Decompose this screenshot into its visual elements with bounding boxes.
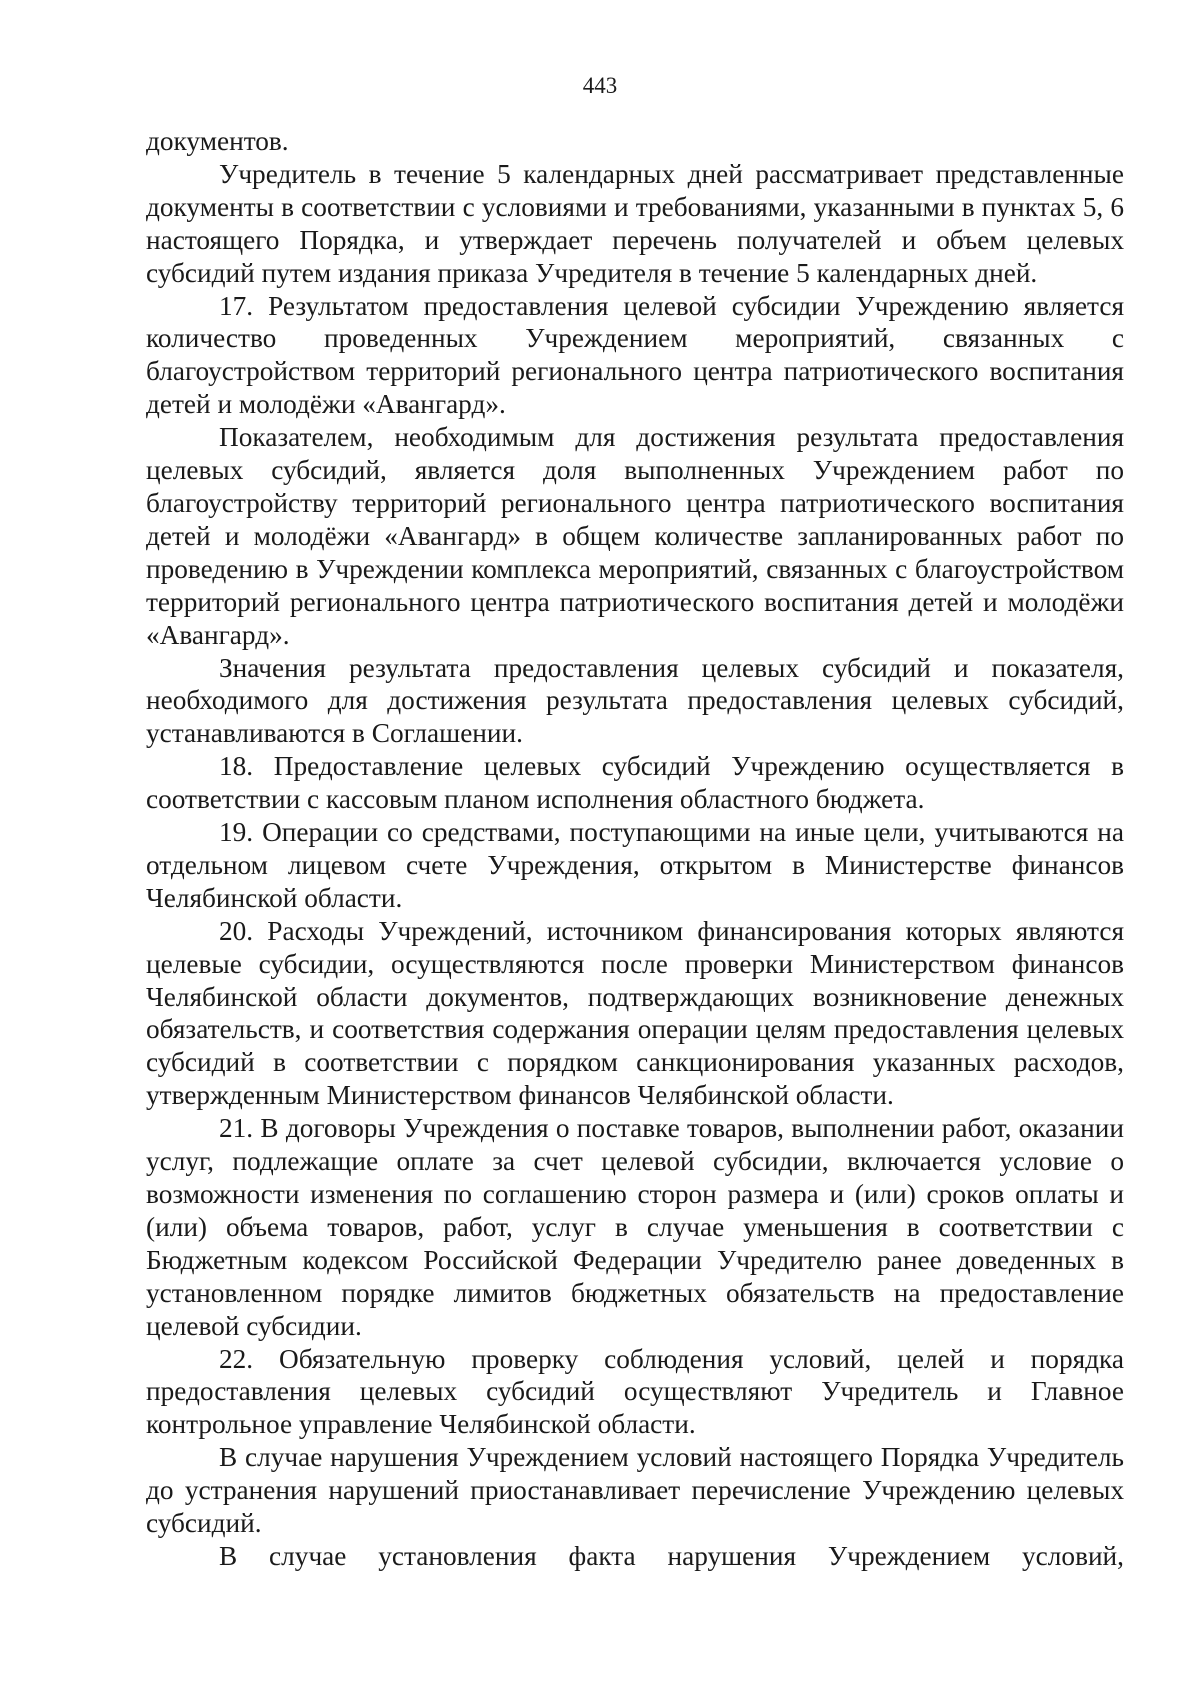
paragraph-22: 22. Обязательную проверку соблюдения условий, целей и порядка предоставления целевых субсидий осуществляют Учредитель и Главное контрольное управление Челябинской области. xyxy=(146,1343,1124,1440)
paragraph-19: 19. Операции со средствами, поступающими на иные цели, учитываются на отдельном лицевом счете Учреждения, открытом в Министерстве финансов Челябинской области. xyxy=(146,817,1124,913)
paragraph-17-result: 17. Результатом предоставления целевой субсидии Учреждению является количество проведенных Учреждением мероприятий, связанных с благоустройством территорий регионального центра патриотического воспитания детей и молодёжи «Авангард». xyxy=(146,290,1124,420)
paragraph-indicator: Показателем, необходимым для достижения результата предоставления целевых субсидий, является доля выполненных Учреждением работ по благоустройству территорий регионального центра патриотического воспитания детей и молодёжи «Авангард» в общем количестве запланированных работ по проведению в Учреждении комплекса мероприятий, связанных с благоустройством территорий регионального центра патриотического воспитания детей и молодёжи «Авангард». xyxy=(146,422,1124,650)
document-body xyxy=(146,125,1124,1573)
paragraph-20: 20. Расходы Учреждений, источником финансирования которых являются целевые субсидии, осуществляются после проверки Министерством финансов Челябинской области документов, подтверждающих возникновение денежных обязательств, и соответствия содержания операции целям предоставления целевых субсидий в соответствии с порядком санкционирования указанных расходов, утвержденным Министерством финансов Челябинской области. xyxy=(146,915,1124,1111)
paragraph-18: 18. Предоставление целевых субсидий Учреждению осуществляется в соответствии с кассовым планом исполнения областного бюджета. xyxy=(146,751,1124,815)
paragraph-continuation: документов. xyxy=(146,126,289,156)
paragraph-approval-procedure: Учредитель в течение 5 календарных дней рассматривает представленные документы в соответствии с условиями и требованиями, указанными в пунктах 5, 6 настоящего Порядка, и утверждает перечень получателей и объем целевых субсидий путем издания приказа Учредителя в течение 5 календарных дней. xyxy=(146,158,1124,288)
paragraph-violation-fact: В случае установления факта нарушения Учреждением условий, xyxy=(219,1540,1124,1571)
paragraph-values: Значения результата предоставления целевых субсидий и показателя, необходимого для достижения результата предоставления целевых субсидий, устанавливаются в Соглашении. xyxy=(146,652,1124,749)
page-number: 443 xyxy=(582,73,618,98)
paragraph-violation-suspension: В случае нарушения Учреждением условий настоящего Порядка Учредитель до устранения нарушений приостанавливает перечисление Учреждению целевых субсидий. xyxy=(146,1442,1124,1539)
paragraph-21: 21. В договоры Учреждения о поставке товаров, выполнении работ, оказании услуг, подлежащие оплате за счет целевой субсидии, включается условие о возможности изменения по соглашению сторон размера и (или) сроков оплаты и (или) объема товаров, работ, услуг в случае уменьшения в соответствии с Бюджетным кодексом Российской Федерации Учредителю ранее доведенных в установленном порядке лимитов бюджетных обязательств на предоставление целевой субсидии. xyxy=(146,1113,1124,1341)
